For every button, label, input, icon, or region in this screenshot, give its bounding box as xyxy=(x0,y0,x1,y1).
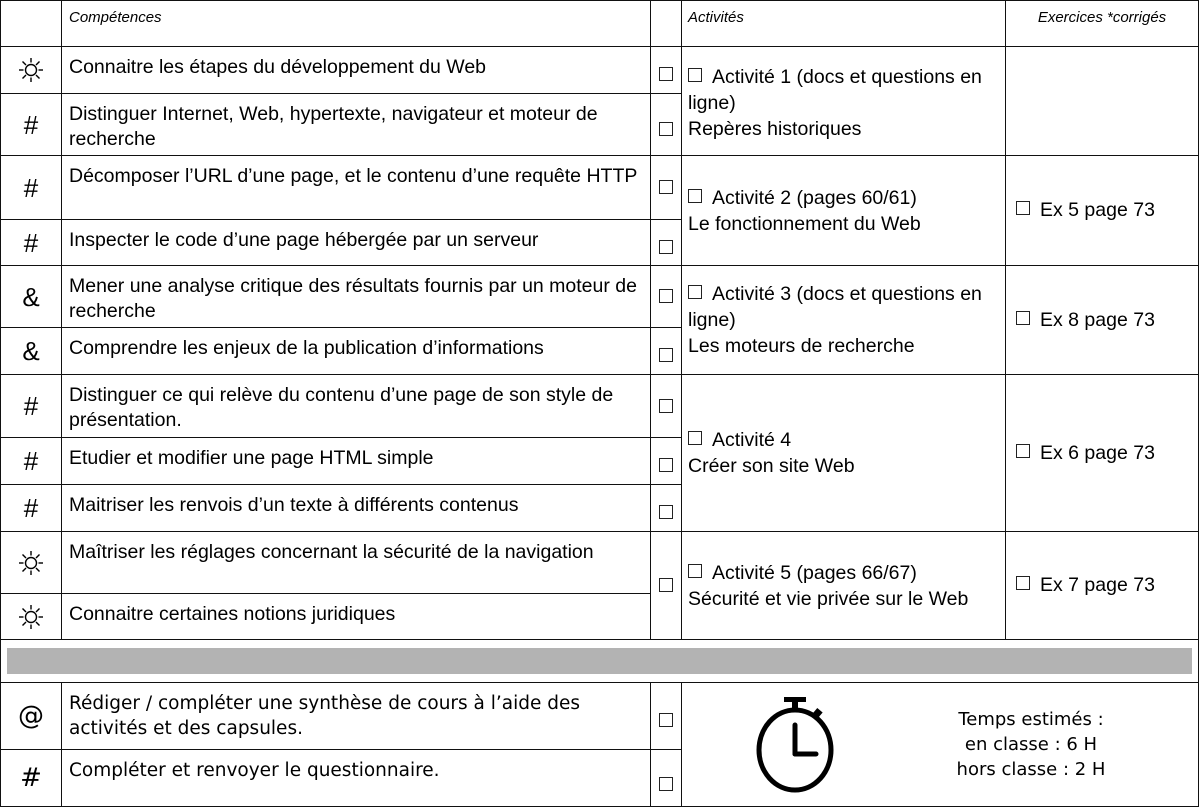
activity-subtitle: Sécurité et vie privée sur le Web xyxy=(688,587,969,610)
table-row xyxy=(1,47,1199,94)
checkbox-icon[interactable] xyxy=(659,240,673,254)
checkbox-icon[interactable] xyxy=(659,713,673,727)
exercise-cell-4 xyxy=(1006,375,1199,532)
table-header xyxy=(1,1,1199,47)
competence-text: Etudier et modifier une page HTML simple xyxy=(62,438,651,485)
exercise-label: Ex 6 page 73 xyxy=(1040,441,1155,464)
table-row xyxy=(1,156,1199,220)
competence-text: Rédiger / compléter une synthèse de cours à l’aide des activités et des capsules. xyxy=(62,683,651,750)
exercise-label: Ex 7 page 73 xyxy=(1040,574,1155,596)
activity-cell-5 xyxy=(682,532,1006,640)
activity-title: Activité 5 (pages 66/67) xyxy=(712,561,917,584)
header-check-cell xyxy=(651,1,682,47)
sun-icon xyxy=(1,594,62,640)
activity-title: Activité 4 xyxy=(712,429,792,451)
activity-checkbox[interactable] xyxy=(688,431,702,445)
exercise-label: Ex 8 page 73 xyxy=(1040,308,1155,331)
time-estimate-cell xyxy=(682,683,1199,807)
competence-text: Maîtriser les réglages concernant la sécurité de la navigation xyxy=(62,532,651,594)
competence-checkbox[interactable] xyxy=(651,683,682,750)
header-competences: Compétences xyxy=(62,1,651,47)
hash-icon: # xyxy=(1,485,62,532)
competence-checkbox[interactable] xyxy=(651,750,682,807)
exercise-cell-empty xyxy=(1006,47,1199,156)
table-row xyxy=(1,532,1199,594)
hash-icon: # xyxy=(1,220,62,266)
competence-text: Comprendre les enjeux de la publication d’informations xyxy=(62,328,651,375)
header-exercices: Exercices *corrigés xyxy=(1006,1,1199,47)
activity-title: Activité 1 (docs et questions en ligne) xyxy=(688,66,982,114)
time-estimate-text xyxy=(936,707,1126,782)
exercise-checkbox[interactable] xyxy=(1016,444,1030,458)
ampersand-icon: & xyxy=(1,266,62,328)
activity-subtitle: Repères historiques xyxy=(688,118,862,140)
hash-icon: # xyxy=(1,375,62,438)
checkbox-icon[interactable] xyxy=(659,122,673,136)
exercise-checkbox[interactable] xyxy=(1016,201,1030,215)
activity-cell-4 xyxy=(682,375,1006,532)
exercise-checkbox[interactable] xyxy=(1016,311,1030,325)
stopwatch-icon xyxy=(754,695,836,795)
exercise-cell-5 xyxy=(1006,532,1199,640)
exercise-cell-2 xyxy=(1006,156,1199,266)
activity-title: Activité 2 (pages 60/61) xyxy=(712,186,917,209)
competence-text: Distinguer Internet, Web, hypertexte, navigateur et moteur de recherche xyxy=(62,94,651,156)
competence-checkbox[interactable] xyxy=(651,375,682,438)
hash-icon: # xyxy=(1,156,62,220)
activity-checkbox[interactable] xyxy=(688,189,702,203)
competence-checkbox[interactable] xyxy=(651,266,682,328)
header-activites: Activités xyxy=(682,1,1006,47)
exercise-cell-3 xyxy=(1006,266,1199,375)
separator-cell xyxy=(1,640,1199,683)
activity-title: Activité 3 (docs et questions en ligne) xyxy=(688,283,982,331)
time-title: Temps estimés : xyxy=(958,709,1104,730)
competence-text: Connaitre les étapes du développement du Web xyxy=(62,47,651,94)
activity-subtitle: Le fonctionnement du Web xyxy=(688,212,921,235)
separator-row xyxy=(1,640,1199,683)
competence-text: Décomposer l’URL d’une page, et le contenu d’une requête HTTP xyxy=(62,156,651,220)
competence-checkbox[interactable] xyxy=(651,156,682,220)
time-out-class: hors classe : 2 H xyxy=(956,759,1106,780)
sun-icon xyxy=(1,47,62,94)
checkbox-icon[interactable] xyxy=(659,67,673,81)
hash-icon: # xyxy=(1,94,62,156)
table-row xyxy=(1,266,1199,328)
exercise-label: Ex 5 page 73 xyxy=(1040,199,1155,221)
activity-checkbox[interactable] xyxy=(688,285,702,299)
header-icon-cell xyxy=(1,1,62,47)
hash-icon: # xyxy=(1,750,62,807)
competence-text: Maitriser les renvois d’un texte à différents contenus xyxy=(62,485,651,532)
checkbox-icon[interactable] xyxy=(659,458,673,472)
activity-subtitle: Créer son site Web xyxy=(688,455,855,477)
ampersand-icon: & xyxy=(1,328,62,375)
checkbox-icon[interactable] xyxy=(659,348,673,362)
competence-checkbox[interactable] xyxy=(651,328,682,375)
checkbox-icon[interactable] xyxy=(659,578,673,592)
competence-checkbox[interactable] xyxy=(651,438,682,485)
competence-checkbox[interactable] xyxy=(651,220,682,266)
checkbox-icon[interactable] xyxy=(659,289,673,303)
activity-cell-2 xyxy=(682,156,1006,266)
checkbox-icon[interactable] xyxy=(659,399,673,413)
activity-subtitle: Les moteurs de recherche xyxy=(688,335,915,357)
competence-text: Distinguer ce qui relève du contenu d’une page de son style de présentation. xyxy=(62,375,651,438)
competence-checkbox[interactable] xyxy=(651,47,682,94)
activity-checkbox[interactable] xyxy=(688,68,702,82)
at-icon: @ xyxy=(1,683,62,750)
competence-text: Inspecter le code d’une page hébergée par un serveur xyxy=(62,220,651,266)
separator-band xyxy=(7,648,1192,674)
activity-cell-1 xyxy=(682,47,1006,156)
checkbox-icon[interactable] xyxy=(659,777,673,791)
competence-checkbox[interactable] xyxy=(651,532,682,640)
activity-cell-3 xyxy=(682,266,1006,375)
competence-text: Compléter et renvoyer le questionnaire. xyxy=(62,750,651,807)
table-row xyxy=(1,683,1199,750)
time-in-class: en classe : 6 H xyxy=(964,734,1098,755)
competence-checkbox[interactable] xyxy=(651,485,682,532)
exercise-checkbox[interactable] xyxy=(1016,576,1030,590)
checkbox-icon[interactable] xyxy=(659,505,673,519)
sun-icon xyxy=(1,532,62,594)
checkbox-icon[interactable] xyxy=(659,180,673,194)
table-row xyxy=(1,375,1199,438)
competence-checkbox[interactable] xyxy=(651,94,682,156)
competence-text: Mener une analyse critique des résultats fournis par un moteur de recherche xyxy=(62,266,651,328)
competence-text: Connaitre certaines notions juridiques xyxy=(62,594,651,640)
activity-checkbox[interactable] xyxy=(688,564,702,578)
hash-icon: # xyxy=(1,438,62,485)
